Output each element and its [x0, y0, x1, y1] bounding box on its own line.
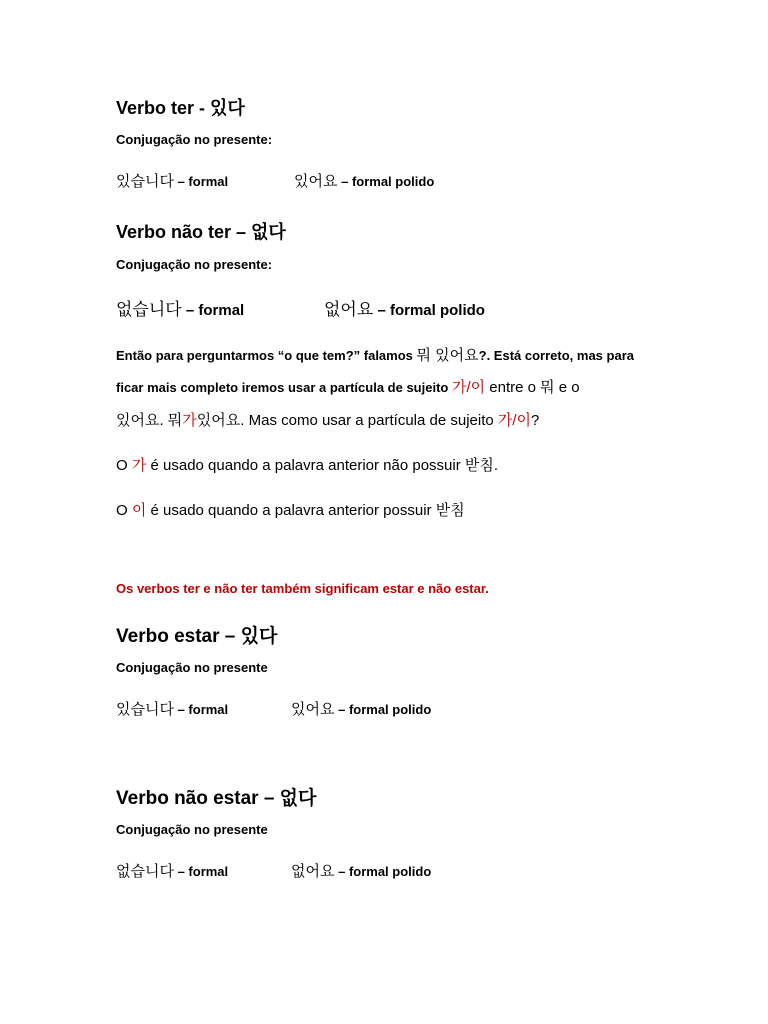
paragraph-line-1-ko: 뭐 있어요 — [416, 347, 479, 364]
section3-subtitle: Conjugação no presente — [116, 660, 268, 675]
rule-ga — [116, 454, 498, 475]
particle-ga-i: 가/이 — [451, 379, 486, 396]
section2-polite-ko: 없어요 — [324, 300, 374, 319]
paragraph-line-1-b: ?. Está correto, mas para — [478, 348, 634, 363]
section1-formal-ko: 있습니다 — [116, 173, 174, 190]
section2-formal-ko: 없습니다 — [116, 300, 182, 319]
section1-polite-ko: 있어요 — [294, 173, 338, 190]
section1-polite-label: – formal polido — [337, 174, 435, 189]
section3-formal — [116, 698, 228, 719]
section3-formal-ko: 있습니다 — [116, 701, 174, 718]
section2-formal-label: – formal — [181, 302, 245, 319]
paragraph-line-2-a: ficar mais completo iremos usar a partícula de sujeito — [116, 380, 452, 395]
particle-ga: 가 — [182, 412, 197, 429]
rule-i — [116, 499, 465, 520]
section4-polite — [291, 860, 431, 881]
rule-ga-particle: 가 — [131, 457, 147, 474]
section4-title: Verbo não estar – 없다 — [116, 788, 317, 809]
section4-subtitle: Conjugação no presente — [116, 822, 268, 837]
rule-i-particle: 이 — [131, 502, 147, 519]
section2-formal — [116, 295, 244, 320]
section1-formal-label: – formal — [173, 174, 229, 189]
rule-i-b: é usado quando a palavra anterior possuir 받침 — [146, 502, 465, 519]
section4-formal — [116, 860, 228, 881]
section2-subtitle: Conjugação no presente: — [116, 257, 273, 272]
section4-polite-label: – formal polido — [334, 864, 432, 879]
section1-formal — [116, 170, 228, 191]
paragraph-line-3-a: 있어요. 뭐 — [116, 412, 183, 429]
paragraph-line-2-b: entre o 뭐 e o — [485, 379, 580, 396]
rule-ga-b: é usado quando a palavra anterior não possuir 받침. — [146, 457, 499, 474]
paragraph-line-1-a: Então para perguntarmos “o que tem?” falamos — [116, 348, 417, 363]
paragraph-line-3-b: 있어요. Mas como usar a partícula de sujeito — [196, 412, 498, 429]
section1-title: Verbo ter - 있다 — [116, 98, 245, 118]
paragraph-line-3-c: ? — [531, 412, 540, 429]
section4-formal-ko: 없습니다 — [116, 863, 174, 880]
rule-ga-a: O — [116, 457, 132, 474]
section3-formal-label: – formal — [173, 702, 229, 717]
section1-polite — [294, 170, 434, 191]
rule-i-a: O — [116, 502, 132, 519]
section3-polite-label: – formal polido — [334, 702, 432, 717]
paragraph-line-3 — [116, 409, 539, 430]
section3-polite-ko: 있어요 — [291, 701, 335, 718]
particle-ga-i-2: 가/이 — [497, 412, 532, 429]
section2-polite-label: – formal polido — [373, 302, 485, 319]
paragraph-line-2 — [116, 376, 580, 397]
note-text: Os verbos ter e não ter também significam estar e não estar. — [116, 581, 489, 596]
section1-subtitle: Conjugação no presente: — [116, 132, 273, 147]
section2-polite — [324, 295, 485, 320]
section3-polite — [291, 698, 431, 719]
section2-title: Verbo não ter – 없다 — [116, 222, 286, 242]
paragraph-line-1 — [116, 344, 634, 365]
section4-polite-ko: 없어요 — [291, 863, 335, 880]
section3-title: Verbo estar – 있다 — [116, 626, 278, 647]
section4-formal-label: – formal — [173, 864, 229, 879]
